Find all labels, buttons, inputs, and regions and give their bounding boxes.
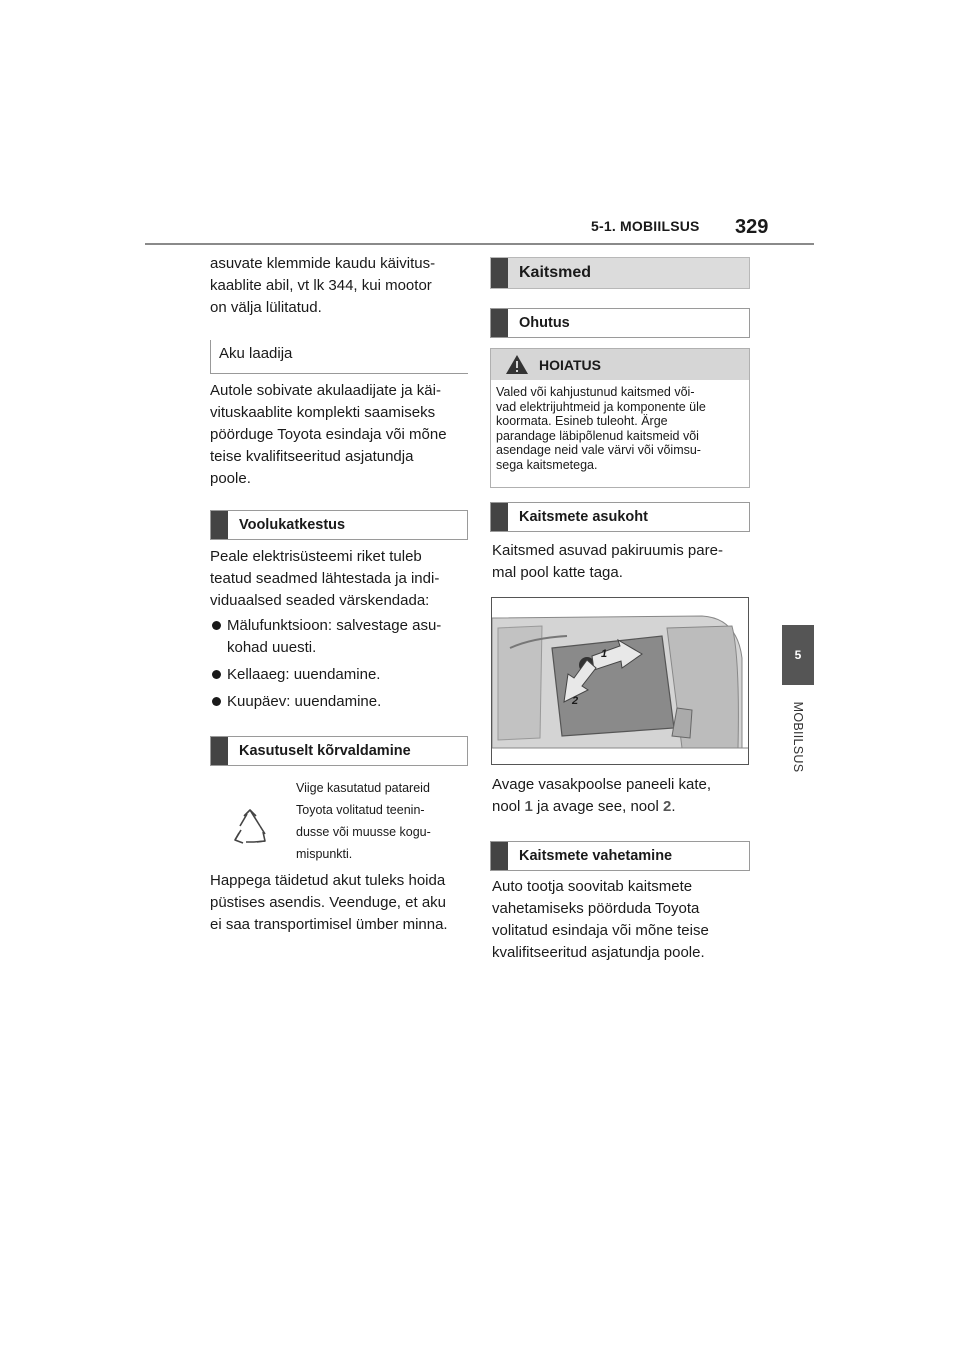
voolukatkestus-paragraph: Peale elektrisüsteemi riket tuleb teatud seadmed lähtestada ja indi- viduaalsed seaded värskendada: (210, 548, 440, 609)
vahetamine-paragraph: Auto tootja soovitab kaitsmete vahetamiseks pöörduda Toyota volitatud esindaja või mõne teise kvalifitseeritud asjatundja poole. (492, 878, 709, 961)
arrow-num-1: 1 (524, 798, 533, 815)
asukoht-paragraph: Kaitsmed asuvad pakiruumis pare- mal pool katte taga. (492, 542, 723, 581)
ohutus-heading: Ohutus (490, 308, 750, 338)
kasutus-heading: Kasutuselt kõrvaldamine (210, 736, 468, 766)
intro-paragraph: asuvate klemmide kaudu käivitus- kaablite abil, vt lk 344, kui mootor on välja lülitatud. (210, 255, 436, 316)
bullet-memory: Mälufunktsioon: salvestage asu- kohad uuesti. (212, 615, 441, 659)
bullet-clock: Kellaaeg: uuendamine. (212, 664, 380, 686)
warning-header (491, 349, 749, 380)
header-rule (145, 243, 814, 245)
final-paragraph: Happega täidetud akut tuleks hoida püstises asendis. Veenduge, et aku ei saa transportimisel ümber minna. (210, 872, 448, 933)
figure-label-1: 1 (601, 648, 608, 660)
warning-icon (505, 354, 529, 380)
bullet-date: Kuupäev: uuendamine. (212, 691, 381, 713)
aku-laadija-subheading: Aku laadija (210, 340, 468, 374)
asukoht-heading: Kaitsmete asukoht (490, 502, 750, 532)
warning-text: Valed või kahjustunud kaitsmed või- vad elektrijuhtmeid ja komponente üle koormata. Esineb tuleoht. Ärge parandage läbipõlenud kaitsmeid või asendage neid vale värvi või võimsu- sega kaitsmetega. (496, 385, 706, 472)
vahetamine-heading: Kaitsmete vahetamine (490, 841, 750, 871)
chapter-tab: 5 (782, 625, 814, 685)
chapter-label: MOBIILSUS (791, 701, 805, 773)
figure-label-2: 2 (572, 695, 579, 707)
arrow-num-2: 2 (662, 798, 672, 815)
warning-title: HOIATUS (539, 357, 601, 373)
fuse-location-figure (491, 597, 749, 765)
page-number: 329 (735, 216, 769, 238)
section-title: 5-1. MOBIILSUS (591, 218, 700, 234)
warning-box (490, 348, 750, 488)
recycle-icon (230, 808, 270, 848)
voolukatkestus-heading: Voolukatkestus (210, 510, 468, 540)
kaitsmed-heading: Kaitsmed (490, 257, 750, 289)
aku-laadija-paragraph: Autole sobivate akulaadijate ja käi- vituskaablite komplekti saamiseks pöörduge Toyota esindaja või mõne teise kvalifitseeritud asjatundja poole. (210, 382, 447, 487)
figure-caption: Avage vasakpoolse paneeli kate, nool 1 ja avage see, nool 2. (492, 776, 712, 815)
recycle-note: Viige kasutatud patareid Toyota volitatud teenin- dusse või muusse kogu- mispunkti. (296, 781, 431, 861)
